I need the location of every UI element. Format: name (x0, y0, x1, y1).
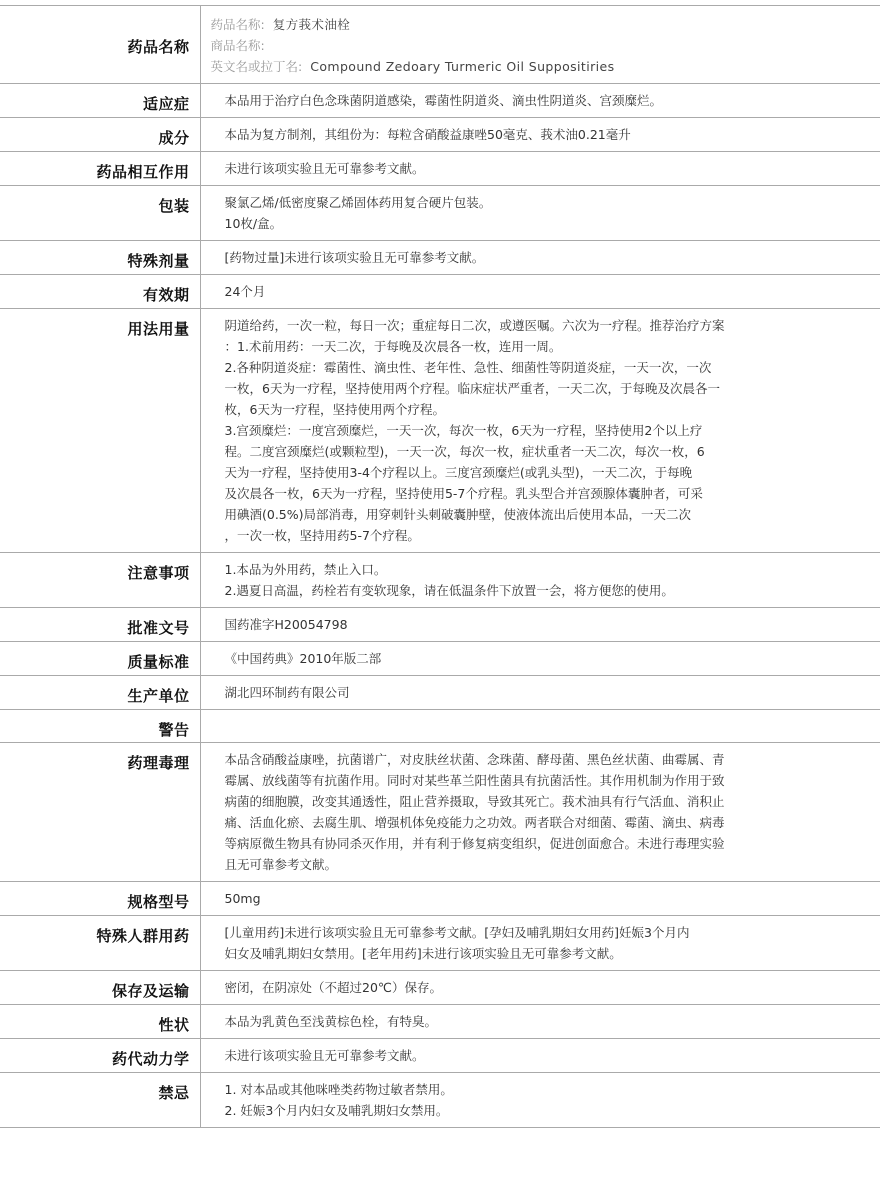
usage-line: 阴道给药，一次一粒，每日一次；重症每日二次，或遵医嘱。六次为一疗程。推荐治疗方案 (224, 318, 725, 333)
row-drug-name (0, 6, 880, 84)
english-name-line (211, 56, 791, 77)
special-dose-value: [药物过量]未进行该项实验且无可靠参考文献。 (224, 250, 485, 265)
contraindications-line: 1. 对本品或其他咪唑类药物过敏者禁用。 (224, 1082, 453, 1097)
appearance-label: 性状 (0, 1005, 200, 1039)
interactions-label: 药品相互作用 (0, 152, 200, 186)
validity-value: 24个月 (224, 284, 266, 299)
composition-label: 成分 (0, 118, 200, 152)
usage-line: 一枚，6天为一疗程，坚持使用两个疗程。临床症状严重者，一天二次，于每晚及次晨各一 (224, 381, 720, 396)
special-groups-value (200, 916, 880, 971)
manufacturer-label: 生产单位 (0, 676, 200, 710)
precautions-value (200, 553, 880, 608)
generic-name-line (211, 14, 791, 35)
row-special-dose (0, 241, 880, 275)
usage-line: ，一次一枚，坚持用药5-7个疗程。 (224, 528, 420, 543)
drug-info-table (0, 5, 880, 1128)
usage-line: 用碘酒(0.5%)局部消毒，用穿刺针头刺破囊肿壁，使液体流出后使用本品，一天二次 (224, 507, 692, 522)
indications-value: 本品用于治疗白色念珠菌阴道感染，霉菌性阴道炎、滴虫性阴道炎、宫颈糜烂。 (224, 93, 663, 108)
row-manufacturer (0, 676, 880, 710)
english-name-key: 英文名或拉丁名: (210, 59, 303, 74)
warning-value (200, 710, 880, 743)
contraindications-value (200, 1073, 880, 1128)
spec-value: 50mg (224, 891, 261, 906)
approval-label: 批准文号 (0, 608, 200, 642)
manufacturer-value: 湖北四环制药有限公司 (224, 685, 350, 700)
row-usage (0, 309, 880, 553)
pharmacology-line: 等病原微生物具有协同杀灭作用，并有利于修复病变组织，促进创面愈合。未进行毒理实验 (224, 836, 725, 851)
storage-label: 保存及运输 (0, 971, 200, 1005)
pharmacology-line: 且无可靠参考文献。 (224, 857, 338, 872)
packaging-line: 聚氯乙烯/低密度聚乙烯固体药用复合硬片包装。 (224, 195, 492, 210)
row-interactions (0, 152, 880, 186)
standard-value: 《中国药典》2010年版二部 (224, 651, 382, 666)
row-pharmacokinetics (0, 1039, 880, 1073)
precautions-line: 2.遇夏日高温，药栓若有变软现象，请在低温条件下放置一会，将方便您的使用。 (224, 583, 674, 598)
packaging-line: 10枚/盒。 (224, 216, 283, 231)
row-contraindications (0, 1073, 880, 1128)
usage-line: 枚，6天为一疗程，坚持使用两个疗程。 (224, 402, 445, 417)
contraindications-line: 2. 妊娠3个月内妇女及哺乳期妇女禁用。 (224, 1103, 449, 1118)
row-storage (0, 971, 880, 1005)
row-pharmacology (0, 743, 880, 882)
pharmacology-line: 霉属、放线菌等有抗菌作用。同时对某些革兰阳性菌具有抗菌活性。其作用机制为作用于致 (224, 773, 725, 788)
precautions-line: 1.本品为外用药，禁止入口。 (224, 562, 387, 577)
row-standard (0, 642, 880, 676)
trade-name-key: 商品名称: (210, 38, 265, 53)
pharmacology-label: 药理毒理 (0, 743, 200, 882)
usage-line: 3.宫颈糜烂：一度宫颈糜烂，一天一次，每次一枚，6天为一疗程，坚持使用2个以上疗 (224, 423, 703, 438)
special-groups-label: 特殊人群用药 (0, 916, 200, 971)
storage-value: 密闭，在阴凉处（不超过20℃）保存。 (224, 980, 442, 995)
row-packaging (0, 186, 880, 241)
appearance-value: 本品为乳黄色至浅黄棕色栓，有特臭。 (224, 1014, 438, 1029)
row-approval (0, 608, 880, 642)
english-name-value: Compound Zedoary Turmeric Oil Suppositiries (310, 59, 615, 74)
row-spec (0, 882, 880, 916)
standard-label: 质量标准 (0, 642, 200, 676)
row-warning (0, 710, 880, 743)
warning-label: 警告 (0, 710, 200, 743)
drug-name-value (200, 6, 880, 84)
usage-line: 程。二度宫颈糜烂(或颗粒型)，一天一次，每次一枚，症状重者一天二次，每次一枚，6 (224, 444, 705, 459)
packaging-label: 包装 (0, 186, 200, 241)
approval-value: 国药准字H20054798 (224, 617, 348, 632)
usage-line: 2.各种阴道炎症：霉菌性、滴虫性、老年性、急性、细菌性等阴道炎症，一天一次，一次 (224, 360, 712, 375)
composition-value: 本品为复方制剂，其组份为：每粒含硝酸益康唑50毫克、莪术油0.21毫升 (224, 127, 631, 142)
pharmacology-line: 本品含硝酸益康唑，抗菌谱广，对皮肤丝状菌、念珠菌、酵母菌、黑色丝状菌、曲霉属、青 (224, 752, 725, 767)
generic-name-key: 药品名称: (210, 17, 265, 32)
usage-label: 用法用量 (0, 309, 200, 553)
trade-name-line (211, 35, 791, 56)
spec-label: 规格型号 (0, 882, 200, 916)
pharmacology-line: 痛、活血化瘀、去腐生肌、增强机体免疫能力之功效。两者联合对细菌、霉菌、滴虫、病毒 (224, 815, 725, 830)
pharmacology-value (200, 743, 880, 882)
pharmacology-line: 病菌的细胞膜，改变其通透性，阻止营养摄取，导致其死亡。莪术油具有行气活血、消积止 (224, 794, 725, 809)
row-composition (0, 118, 880, 152)
row-precautions (0, 553, 880, 608)
generic-name-value: 复方莪术油栓 (272, 17, 351, 32)
usage-line: ：1.术前用药：一天二次，于每晚及次晨各一枚，连用一周。 (224, 339, 562, 354)
validity-label: 有效期 (0, 275, 200, 309)
interactions-value: 未进行该项实验且无可靠参考文献。 (224, 161, 425, 176)
indications-label: 适应症 (0, 84, 200, 118)
precautions-label: 注意事项 (0, 553, 200, 608)
pharmacokinetics-value: 未进行该项实验且无可靠参考文献。 (224, 1048, 425, 1063)
pharmacokinetics-label: 药代动力学 (0, 1039, 200, 1073)
row-appearance (0, 1005, 880, 1039)
row-validity (0, 275, 880, 309)
special-groups-line: [儿童用药]未进行该项实验且无可靠参考文献。[孕妇及哺乳期妇女用药]妊娠3个月内 (224, 925, 690, 940)
special-dose-label: 特殊剂量 (0, 241, 200, 275)
row-special-groups (0, 916, 880, 971)
usage-line: 天为一疗程，坚持使用3-4个疗程以上。三度宫颈糜烂(或乳头型)，一天二次，于每晚 (224, 465, 693, 480)
special-groups-line: 妇女及哺乳期妇女禁用。[老年用药]未进行该项实验且无可靠参考文献。 (224, 946, 622, 961)
usage-value (200, 309, 880, 553)
contraindications-label: 禁忌 (0, 1073, 200, 1128)
drug-name-label: 药品名称 (0, 6, 200, 84)
usage-line: 及次晨各一枚，6天为一疗程，坚持使用5-7个疗程。乳头型合并宫颈腺体囊肿者，可采 (224, 486, 703, 501)
row-indications (0, 84, 880, 118)
packaging-value (200, 186, 880, 241)
